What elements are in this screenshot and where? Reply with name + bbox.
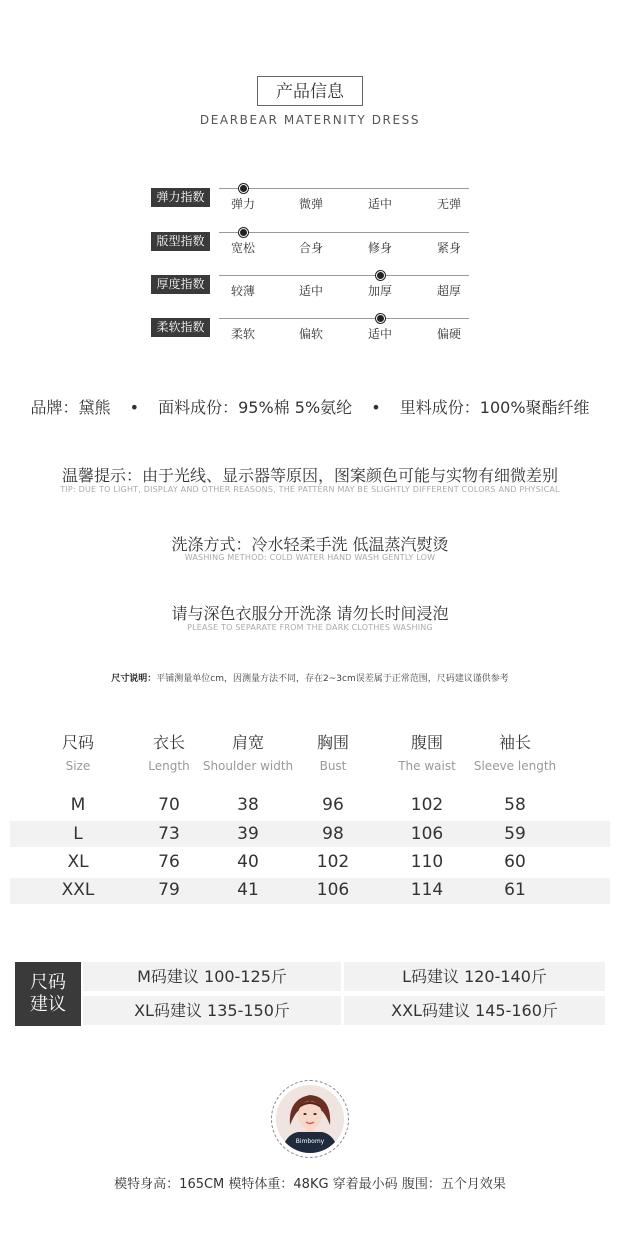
index-marker-icon: [376, 271, 385, 280]
table-header-en: Size: [65, 759, 91, 773]
size-note: [0, 671, 620, 684]
table-cell: 38: [237, 795, 259, 815]
index-option: 超厚: [436, 284, 461, 298]
table-cell: 114: [410, 880, 444, 900]
index-option: 弹力: [230, 197, 255, 211]
brand-text: 品牌：黛熊: [30, 398, 111, 417]
separate-wash-notice-en: PLEASE TO SEPARATE FROM THE DARK CLOTHES WASHING: [187, 623, 433, 632]
index-option: 紧身: [436, 241, 461, 255]
index-option: 无弹: [436, 197, 461, 211]
index-label: 柔软指数: [151, 318, 210, 337]
size-note-label: 尺寸说明：: [111, 674, 157, 684]
table-cell: M: [70, 795, 86, 815]
table-header-en: Sleeve length: [473, 759, 557, 773]
table-cell: 59: [504, 824, 526, 844]
suggestion-xl: XL码建议 135-150斤: [83, 996, 341, 1025]
index-marker-icon: [239, 228, 248, 237]
index-scale-line: [219, 188, 469, 189]
model-photo-icon: [276, 1085, 344, 1153]
index-option: 柔软: [230, 327, 255, 341]
table-cell: 79: [158, 880, 180, 900]
suggestion-xxl: XXL码建议 145-160斤: [344, 996, 605, 1025]
table-cell: 106: [410, 824, 444, 844]
model-info: 模特身高：165CM 模特体重：48KG 穿着最小码 腹围：五个月效果: [114, 1177, 506, 1192]
table-cell: 73: [158, 824, 180, 844]
table-cell: 39: [237, 824, 259, 844]
table-cell: 106: [316, 880, 350, 900]
index-option: 偏软: [298, 327, 323, 341]
fabric-text: 面料成份：95%棉 5%氨纶: [158, 398, 353, 417]
table-cell: 110: [410, 852, 444, 872]
table-cell: 96: [322, 795, 344, 815]
index-option: 较薄: [230, 284, 255, 298]
table-header-cn: 衣长: [152, 733, 185, 752]
table-cell: 58: [504, 795, 526, 815]
index-scale-line: [219, 318, 469, 319]
separate-wash-notice: 请与深色衣服分开洗涤 请勿长时间浸泡: [171, 604, 449, 623]
size-note-text: 平铺测量单位cm，因测量方法不同，存在2~3cm误差属于正常范围，尺码建议谨供参考: [156, 674, 509, 684]
badge-line: 尺码: [30, 972, 66, 993]
table-cell: XL: [67, 852, 89, 872]
index-label: 厚度指数: [151, 275, 210, 294]
tip-notice: 温馨提示：由于光线、显示器等原因，图案颜色可能与实物有细微差别: [61, 466, 558, 485]
index-label: 版型指数: [151, 232, 210, 251]
suggestion-l: L码建议 120-140斤: [344, 962, 605, 991]
table-header-en: Shoulder width: [202, 759, 294, 773]
index-option: 微弹: [298, 197, 323, 211]
badge-line: 建议: [30, 994, 66, 1015]
index-option: 宽松: [230, 241, 255, 255]
table-cell: 76: [158, 852, 180, 872]
table-header-cn: 肩宽: [231, 733, 264, 752]
table-header-cn: 腹围: [410, 733, 443, 752]
washing-method: 洗涤方式：冷水轻柔手洗 低温蒸汽熨烫: [171, 535, 449, 554]
washing-method-en: WASHING METHOD: COLD WATER HAND WASH GENTLY LOW: [184, 553, 436, 562]
index-scale-line: [219, 232, 469, 233]
table-header-cn: 胸围: [316, 733, 349, 752]
index-option: 适中: [367, 197, 392, 211]
table-header-en: Bust: [319, 759, 347, 773]
index-option: 适中: [367, 327, 392, 341]
table-cell: 61: [504, 880, 526, 900]
index-label: 弹力指数: [151, 188, 210, 207]
table-cell: 70: [158, 795, 180, 815]
separator-dot: •: [371, 398, 381, 417]
model-avatar: [276, 1085, 344, 1153]
separator-dot: •: [129, 398, 140, 417]
table-cell: 102: [410, 795, 444, 815]
table-header-cn: 尺码: [61, 733, 94, 752]
brand-subtitle: DEARBEAR MATERNITY DRESS: [199, 113, 421, 127]
table-cell: L: [73, 824, 83, 844]
table-header-cn: 袖长: [498, 733, 531, 752]
suggestion-m: M码建议 100-125斤: [83, 962, 341, 991]
table-cell: 60: [504, 852, 526, 872]
shirt-print: Bimbomy: [295, 1138, 325, 1145]
materials-line: [0, 395, 620, 418]
table-cell: 40: [237, 852, 259, 872]
section-title: 产品信息: [257, 76, 363, 106]
index-option: 合身: [298, 241, 323, 255]
table-header-en: Length: [148, 759, 190, 773]
index-marker-icon: [376, 314, 385, 323]
table-cell: 102: [316, 852, 350, 872]
index-option: 适中: [298, 284, 323, 298]
table-cell: 98: [322, 824, 344, 844]
index-option: 加厚: [367, 284, 392, 298]
size-suggestion-badge: [15, 962, 81, 1026]
table-header-en: The waist: [398, 759, 456, 773]
index-option: 修身: [367, 241, 392, 255]
index-marker-icon: [239, 184, 248, 193]
index-option: 偏硬: [436, 327, 461, 341]
table-cell: XXL: [61, 880, 95, 900]
lining-text: 里料成份：100%聚酯纤维: [399, 398, 590, 417]
tip-notice-en: TIP: DUE TO LIGHT, DISPLAY AND OTHER REASONS, THE PATTERN MAY BE SLIGHTLY DIFFERENT COLORS AND PHYSICAL: [60, 485, 560, 494]
table-cell: 41: [237, 880, 259, 900]
index-scale-line: [219, 275, 469, 276]
